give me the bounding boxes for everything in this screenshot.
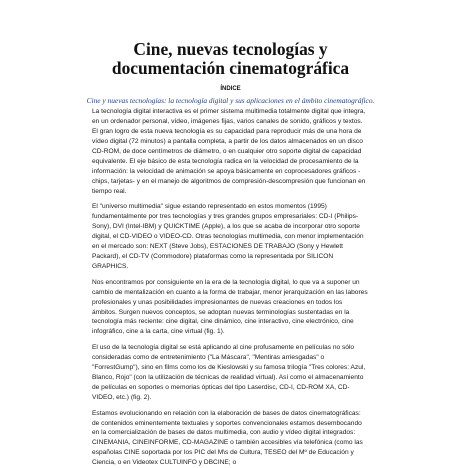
paragraph-4: El uso de la tecnología digital se está aplicando al cine profusamente en películas no sólo consideradas como de entretenimiento ("La Máscara", "Mentiras arriesgadas" o "ForrestGump"), sino en films como los de Kieslowski y su famosa trilogía "Tres colores: Azul, Blanco, Rojo" (con la utilización de técnicas de realidad virtual). Así como el almacenamiento de películas en soportes o memorias ópticas del tipo Laserdisc, CD-I, CD-ROM XA, CD-VIDEO, etc.) (fig. 2). [92,344,366,401]
paragraph-2: El "universo multimedia" sigue estando representado en estos momentos (1995) fundamentalmente por tres tecnologías y tres grandes grupos empresariales: CD-I (Philips-Sony), DVI (Intel-IBM) y QUICKTIME (Apple), a los que se acaba de incorporar otro soporte digital, el CD-VIDEO o VIDEO-CD. Otras tecnologías multimedia, con menor implementación en el mercado son: NEXT (Steve Jobs), ESTACIONES DE TRABAJO (Sony y Hewlett Packard), el CD-TV (Commodore) plataformas como la representada por SILICON GRAPHICS. [92,203,364,270]
document-title: Cine, nuevas tecnologías y documentación cinematográfica [111,39,350,78]
paragraph-5: Estamos evolucionando en relación con la elaboración de bases de datos cinematográficas: de contenidos eminentemente textuales y soportes convencionales estamos desembocando en la comercialización de bases de datos multimedia, con audio y vídeo digital integrados: CINEMANIA, CINEINFORME, CD-MAGAZINE o también accesibles vía telefónica (como las españolas CINE soportada por los PIC del M\s de Cultura, TESEO del Mº de Educación y Ciencia, o en Videotex CULTUINFO y DBCINE; o [92,409,363,467]
paragraph-1: La tecnología digital interactiva es el primer sistema multimedia totalmente digital que integra, en un ordenador personal, vídeo, imágenes fijas, varios canales de sonido, gráficos y textos. El gran logro de esta nueva tecnología es su capacidad para reproducir más de una hora de vídeo digital (72 minutos) a pantalla completa, a partir de los datos almacenados en un disco CD-ROM, de doce centímetros de diámetro, o en cualquier otro soporte digital de capacidad equivalente. El eje básico de esta tecnología radica en la velocidad de procesamiento de la información: la velocidad de animación se apoya básicamente en coprocesadores gráficos -chips, tarjetas- y en el manejo de algoritmos de compresión-descompresión que funcionan en tiempo real. [92,108,366,195]
index-heading: ÍNDICE [220,86,241,92]
section-subtitle: Cine y nuevas tecnologías: la tecnología digital y sus aplicaciones en el ámbito cinematográfico. [86,96,375,105]
paragraph-3: Nos encontramos por consiguiente en la era de la tecnología digital, lo que va a suponer un cambio de mentalización en cuanto a la forma de trabajar, menor jerarquización en las labores profesionales y unas posibilidades impresionantes de nuevas creaciones en todos los ámbitos. Surgen nuevos conceptos, se adoptan nuevas terminologías sustentadas en la tecnología más reciente: cine digital, cine dinámico, cine interactivo, cine electrónico, cine infográfico, cine a la carta, cine virtual (fig. 1). [92,278,368,336]
